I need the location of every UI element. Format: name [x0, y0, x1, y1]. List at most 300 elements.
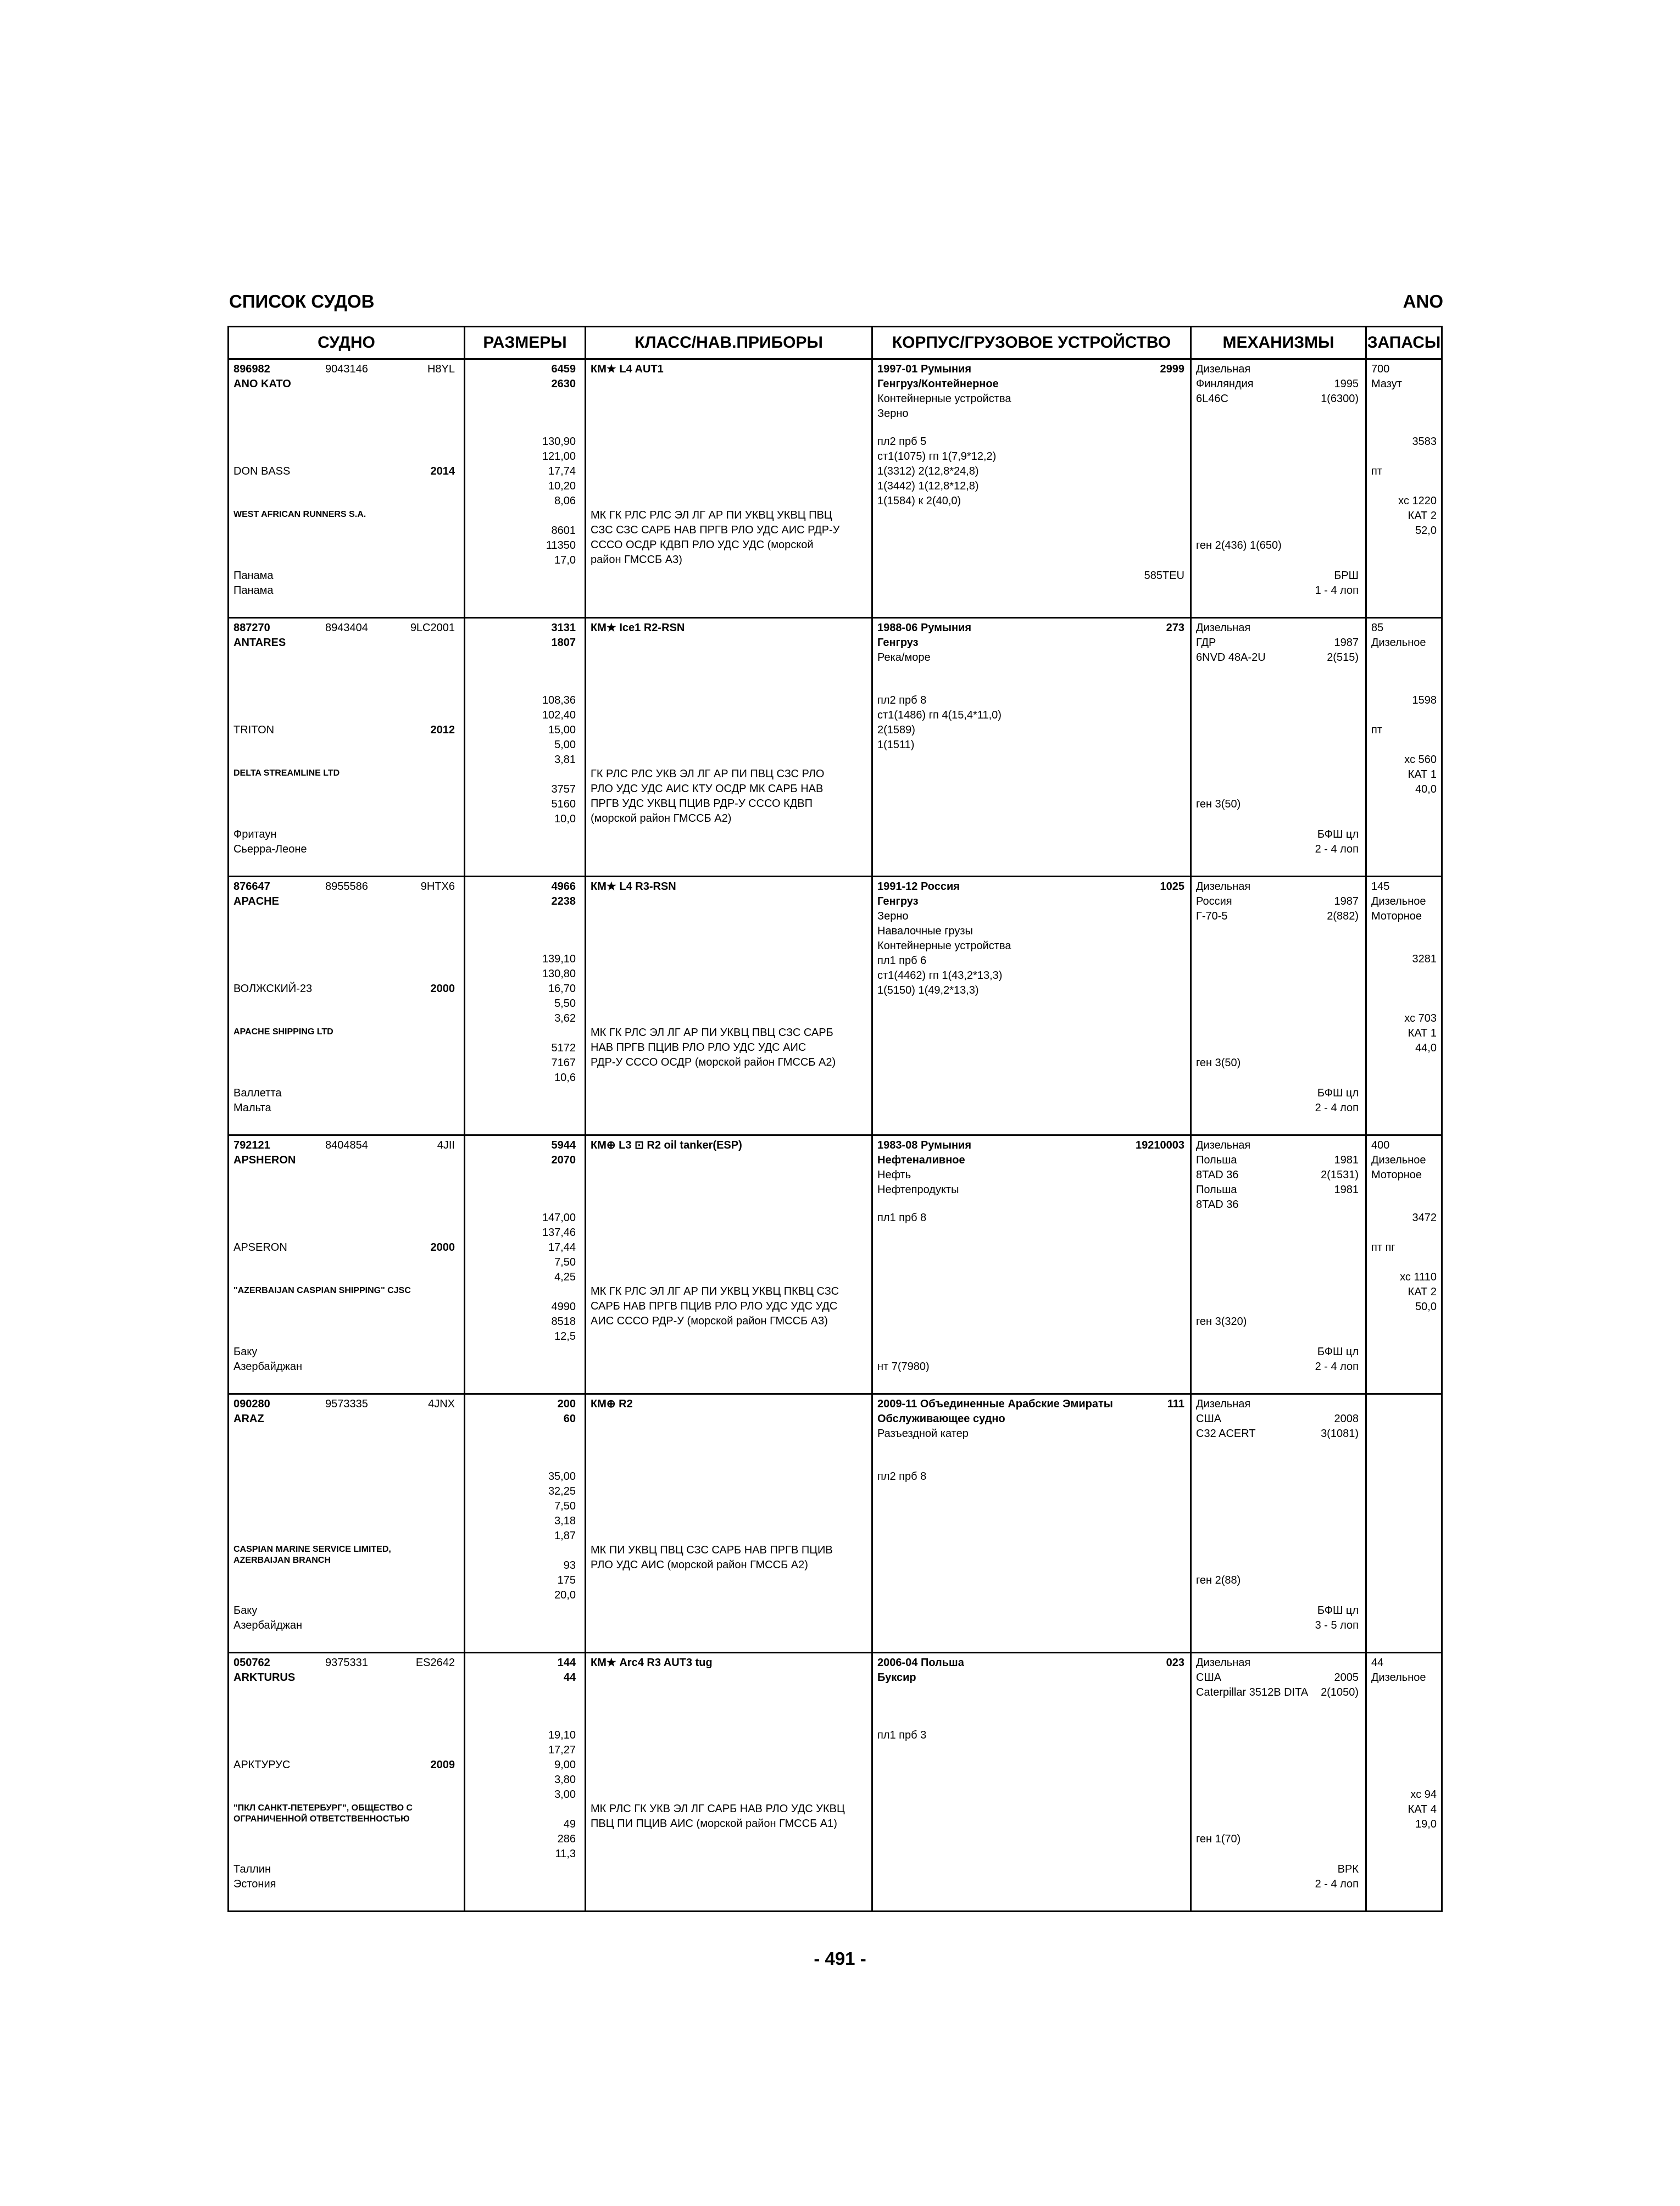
- dimensions-cell: [465, 877, 586, 1135]
- navigation-equipment-line: район ГМССБ А3): [591, 554, 682, 566]
- fuel-supply: Моторное: [1371, 910, 1422, 922]
- hold-info-line: ст1(1486) гп 4(15,4*11,0): [877, 709, 1002, 721]
- cargo-type: Разъездной катер: [877, 1428, 969, 1440]
- hold-info-line: 1(1511): [877, 739, 915, 751]
- dimension-value: 17,44: [548, 1241, 576, 1254]
- hull-yard-number: 1025: [1160, 881, 1184, 893]
- generator-info: ген 1(70): [1196, 1833, 1241, 1845]
- ship-cell: [229, 359, 465, 618]
- former-name-year: 2009: [430, 1759, 455, 1771]
- tonnage-value: 5944: [551, 1139, 576, 1151]
- port-of-registry: Таллин: [233, 1863, 271, 1875]
- hull-cell: [872, 359, 1191, 618]
- class-cell: [586, 1394, 872, 1653]
- tonnage-value: 1807: [551, 637, 576, 649]
- supplies-cell: [1366, 618, 1442, 877]
- build-year-country: 1991-12 Россия: [877, 881, 960, 893]
- tonnage-value: 2238: [551, 895, 576, 907]
- registry-number: 876647: [233, 881, 270, 893]
- navigation-equipment-line: (морской район ГМССБ А2): [591, 812, 732, 825]
- supplies-cell: [1366, 877, 1442, 1135]
- tonnage-value: 200: [557, 1398, 576, 1410]
- dimension-value: 3,00: [554, 1789, 576, 1801]
- container-capacity: 585TEU: [1144, 570, 1184, 582]
- hold-info-line: ст1(1075) гп 1(7,9*12,2): [877, 450, 997, 463]
- deadweight-value: 8601: [551, 525, 576, 537]
- former-name: АРКТУРУС: [233, 1759, 291, 1771]
- call-sign: ES2642: [415, 1657, 455, 1669]
- dimension-value: 32,25: [548, 1485, 576, 1497]
- dimension-value: 3,18: [554, 1515, 576, 1527]
- dimensions-cell: [465, 1135, 586, 1394]
- fuel-supply: Дизельное: [1371, 637, 1426, 649]
- call-sign: 4JII: [437, 1139, 455, 1151]
- navigation-equipment-line: ПВЦ ПИ ПЦИВ АИС (морской район ГМССБ А1): [591, 1818, 837, 1830]
- build-year-country: 1997-01 Румыния: [877, 363, 972, 375]
- cargo-type: Река/море: [877, 651, 931, 664]
- navigation-equipment-line: МК ГК РЛС ЭЛ ЛГ АР ПИ УКВЦ УКВЦ ПКВЦ СЗС: [591, 1285, 839, 1297]
- dimension-value: 108,36: [542, 694, 576, 706]
- deadweight-value: 93: [563, 1559, 576, 1572]
- propeller-type: БФШ цл: [1317, 828, 1359, 840]
- imo-number: 8404854: [325, 1139, 368, 1151]
- former-name-year: 2000: [430, 983, 455, 995]
- engine-detail: 6L46C: [1196, 393, 1228, 405]
- dimension-value: 102,40: [542, 709, 576, 721]
- shipowner: "ПКЛ САНКТ-ПЕТЕРБУРГ", ОБЩЕСТВО С ОГРАНИЧЕННОЙ ОТВЕТСТВЕННОСТЬЮ: [233, 1803, 413, 1824]
- deadweight-value: 175: [557, 1574, 576, 1586]
- hull-cell: [872, 618, 1191, 877]
- class-cell: [586, 1135, 872, 1394]
- fuel-capacity: 3281: [1412, 953, 1437, 965]
- fuel-supply: Дизельное: [1371, 895, 1426, 907]
- class-notation: КМ★ L4 AUT1: [591, 363, 664, 375]
- tonnage-value: 6459: [551, 363, 576, 375]
- engine-detail: C32 ACERT: [1196, 1428, 1256, 1440]
- engine-type: Дизельная: [1196, 622, 1251, 634]
- deadweight-value: 49: [563, 1818, 576, 1830]
- ship-record: [229, 359, 1442, 618]
- dimension-value: 10,20: [548, 480, 576, 492]
- cargo-type: Нефть: [877, 1169, 911, 1181]
- engine-detail-value: 1987: [1334, 895, 1359, 907]
- ship-type: Нефтеналивное: [877, 1154, 965, 1166]
- hull-yard-number: 2999: [1160, 363, 1184, 375]
- class-cell: [586, 618, 872, 877]
- deadweight-value: 5172: [551, 1042, 576, 1054]
- supplies-cell: [1366, 359, 1442, 618]
- imo-number: 9043146: [325, 363, 368, 375]
- shipowner: APACHE SHIPPING LTD: [233, 1027, 333, 1037]
- port-of-registry: Баку: [233, 1605, 258, 1617]
- generator-info: ген 3(320): [1196, 1316, 1247, 1328]
- hold-info-line: 2(1589): [877, 724, 915, 736]
- propeller-blades: 2 - 4 лоп: [1315, 1361, 1359, 1373]
- page-header-title: СПИСОК СУДОВ: [229, 291, 375, 311]
- ship-record: [229, 1394, 1442, 1653]
- navigation-equipment-line: МК ГК РЛС ЭЛ ЛГ АР ПИ УКВЦ ПВЦ СЗС САРБ: [591, 1027, 833, 1039]
- machinery-cell: [1191, 618, 1366, 877]
- engine-detail-value: 2(515): [1327, 651, 1359, 664]
- generator-info: ген 2(436) 1(650): [1196, 539, 1282, 552]
- build-year-country: 2006-04 Польша: [877, 1657, 964, 1669]
- engine-detail: Польша: [1196, 1184, 1237, 1196]
- port-of-registry: Валлетта: [233, 1087, 282, 1099]
- ship-type: Генгруз: [877, 637, 919, 649]
- supply-detail: хс 1110: [1400, 1271, 1437, 1283]
- registry-number: 792121: [233, 1139, 270, 1151]
- generator-info: ген 2(88): [1196, 1574, 1241, 1586]
- engine-detail-value: 2(1050): [1321, 1686, 1359, 1698]
- deadweight-value: 10,6: [554, 1072, 576, 1084]
- ship-record: [229, 618, 1442, 877]
- engine-type: Дизельная: [1196, 881, 1251, 893]
- supply-detail: КАТ 1: [1408, 768, 1437, 781]
- engine-detail: 8TAD 36: [1196, 1169, 1239, 1181]
- machinery-cell: [1191, 1394, 1366, 1653]
- dimension-value: 15,00: [548, 724, 576, 736]
- ship-record: [229, 877, 1442, 1135]
- propeller-blades: 1 - 4 лоп: [1315, 584, 1359, 597]
- engine-detail: США: [1196, 1672, 1222, 1684]
- dimension-value: 3,80: [554, 1774, 576, 1786]
- engine-detail-value: 2008: [1334, 1413, 1359, 1425]
- deadweight-value: 3757: [551, 783, 576, 795]
- engine-detail-value: 1987: [1334, 637, 1359, 649]
- former-name-year: 2014: [430, 465, 455, 477]
- dimension-value: 4,25: [554, 1271, 576, 1283]
- fuel-tank-type: пт: [1371, 724, 1382, 736]
- tonnage-value: 44: [563, 1672, 576, 1684]
- dimension-value: 139,10: [542, 953, 576, 965]
- ship-cell: [229, 1135, 465, 1394]
- fuel-supply: Дизельное: [1371, 1154, 1426, 1166]
- ship-cell: [229, 1653, 465, 1912]
- machinery-cell: [1191, 359, 1366, 618]
- engine-detail-value: 2(882): [1327, 910, 1359, 922]
- engine-detail: США: [1196, 1413, 1222, 1425]
- engine-detail: Финляндия: [1196, 378, 1254, 390]
- engine-type: Дизельная: [1196, 1657, 1251, 1669]
- hold-info-line: пл2 прб 5: [877, 436, 927, 448]
- fuel-supply: 700: [1371, 363, 1390, 375]
- dimension-value: 5,00: [554, 739, 576, 751]
- fuel-supply: 44: [1371, 1657, 1384, 1669]
- engine-detail: Г-70-5: [1196, 910, 1228, 922]
- engine-detail-value: 2005: [1334, 1672, 1359, 1684]
- machinery-cell: [1191, 1135, 1366, 1394]
- hold-info-line: 1(5150) 1(49,2*13,3): [877, 984, 979, 996]
- former-name: DON BASS: [233, 465, 291, 477]
- dimension-value: 7,50: [554, 1256, 576, 1268]
- supply-detail: хс 703: [1404, 1012, 1437, 1024]
- hull-yard-number: 111: [1167, 1398, 1184, 1410]
- build-year-country: 1983-08 Румыния: [877, 1139, 972, 1151]
- ship-type: Генгруз: [877, 895, 919, 907]
- navigation-equipment-line: МК ГК РЛС РЛС ЭЛ ЛГ АР ПИ УКВЦ УКВЦ ПВЦ: [591, 509, 832, 521]
- dimension-value: 3,62: [554, 1012, 576, 1024]
- navigation-equipment-line: МК РЛС ГК УКВ ЭЛ ЛГ САРБ НАВ РЛО УДС УКВЦ: [591, 1803, 845, 1815]
- ship-name: ANTARES: [233, 637, 286, 649]
- engine-type: Дизельная: [1196, 1398, 1251, 1410]
- port-of-registry: Баку: [233, 1346, 258, 1358]
- ship-record: [229, 1653, 1442, 1912]
- former-name-year: 2012: [430, 724, 455, 736]
- navigation-equipment-line: СССО ОСДР КДВП РЛО УДС УДС (морской: [591, 539, 814, 551]
- supply-detail: КАТ 2: [1408, 1286, 1437, 1298]
- engine-detail: Caterpillar 3512B DITA: [1196, 1686, 1309, 1698]
- shipowner: DELTA STREAMLINE LTD: [233, 768, 340, 778]
- machinery-cell: [1191, 877, 1366, 1135]
- dimension-value: 16,70: [548, 983, 576, 995]
- hull-cell: [872, 1135, 1191, 1394]
- deadweight-value: 286: [557, 1833, 576, 1845]
- class-notation: КМ★ Arc4 R3 AUT3 tug: [591, 1657, 713, 1669]
- dimension-value: 17,27: [548, 1744, 576, 1756]
- dimension-value: 35,00: [548, 1470, 576, 1483]
- dimension-value: 8,06: [554, 495, 576, 507]
- engine-detail-value: 1981: [1334, 1184, 1359, 1196]
- shipowner: CASPIAN MARINE SERVICE LIMITED, AZERBAIJAN BRANCH: [233, 1545, 391, 1565]
- build-year-country: 2009-11 Объединенные Арабские Эмираты: [877, 1398, 1113, 1410]
- dimension-value: 3,81: [554, 754, 576, 766]
- navigation-equipment-line: ГК РЛС РЛС УКВ ЭЛ ЛГ АР ПИ ПВЦ СЗС РЛО: [591, 768, 825, 780]
- supplies-cell: [1366, 1135, 1442, 1394]
- registry-number: 050762: [233, 1657, 270, 1669]
- imo-number: 9573335: [325, 1398, 368, 1410]
- fuel-capacity: 1598: [1412, 694, 1437, 706]
- supply-detail: КАТ 1: [1408, 1027, 1437, 1039]
- deadweight-value: 7167: [551, 1057, 576, 1069]
- dimension-value: 130,80: [542, 968, 576, 980]
- fuel-supply: Мазут: [1371, 378, 1402, 390]
- deadweight-value: 5160: [551, 798, 576, 810]
- registry-number: 896982: [233, 363, 270, 375]
- fuel-capacity: 3583: [1412, 436, 1437, 448]
- propeller-blades: 2 - 4 лоп: [1315, 1102, 1359, 1114]
- navigation-equipment-line: СЗС СЗС САРБ НАВ ПРГВ РЛО УДС АИС РДР-У: [591, 524, 840, 536]
- deadweight-value: 11350: [546, 539, 576, 552]
- engine-detail: 8TAD 36: [1196, 1199, 1239, 1211]
- propeller-type: БРШ: [1334, 570, 1359, 582]
- hold-info-line: ст1(4462) гп 1(43,2*13,3): [877, 970, 1003, 982]
- dimension-value: 147,00: [542, 1212, 576, 1224]
- column-header-class: КЛАСС/НАВ.ПРИБОРЫ: [586, 327, 872, 359]
- class-notation: КМ⊕ L3 ⊡ R2 oil tanker(ESP): [591, 1139, 742, 1151]
- dimensions-cell: [465, 1394, 586, 1653]
- column-header-dimensions: РАЗМЕРЫ: [465, 327, 586, 359]
- supply-detail: КАТ 2: [1408, 510, 1437, 522]
- ship-type: Буксир: [877, 1672, 916, 1684]
- hold-info-line: пл1 прб 6: [877, 955, 927, 967]
- propeller-blades: 2 - 4 лоп: [1315, 1878, 1359, 1890]
- fuel-supply: Моторное: [1371, 1169, 1422, 1181]
- propeller-type: ВРК: [1337, 1863, 1359, 1875]
- propeller-type: БФШ цл: [1317, 1346, 1359, 1358]
- column-header-machinery: МЕХАНИЗМЫ: [1191, 327, 1366, 359]
- propeller-blades: 2 - 4 лоп: [1315, 843, 1359, 855]
- deadweight-value: 12,5: [554, 1330, 576, 1342]
- flag-state: Азербайджан: [233, 1361, 303, 1373]
- engine-detail-value: 1995: [1334, 378, 1359, 390]
- class-notation: КМ⊕ R2: [591, 1398, 633, 1410]
- fuel-tank-type: пт пг: [1371, 1241, 1395, 1254]
- hull-yard-number: 023: [1166, 1657, 1184, 1669]
- navigation-equipment-line: АИС СССО РДР-У (морской район ГМССБ А3): [591, 1315, 828, 1327]
- ship-type: Обслуживающее судно: [877, 1413, 1005, 1425]
- deadweight-value: 11,3: [555, 1848, 576, 1860]
- shipowner: "AZERBAIJAN CASPIAN SHIPPING" CJSC: [233, 1286, 411, 1295]
- dimensions-cell: [465, 359, 586, 618]
- engine-detail-value: 1(6300): [1321, 393, 1359, 405]
- generator-info: ген 3(50): [1196, 1057, 1241, 1069]
- call-sign: H8YL: [427, 363, 455, 375]
- engine-detail-value: 2(1531): [1321, 1169, 1359, 1181]
- page-number: - 491 -: [814, 1948, 866, 1969]
- imo-number: 8943404: [325, 622, 368, 634]
- former-name: ВОЛЖСКИЙ-23: [233, 983, 313, 995]
- hold-info-line: пл1 прб 8: [877, 1212, 927, 1224]
- dimension-value: 5,50: [554, 998, 576, 1010]
- hold-info-line: пл1 прб 3: [877, 1729, 927, 1741]
- navigation-equipment-line: ПРГВ УДС УКВЦ ПЦИВ РДР-У СССО КДВП: [591, 798, 813, 810]
- deadweight-value: 20,0: [554, 1589, 576, 1601]
- ship-cell: [229, 618, 465, 877]
- class-notation: КМ★ Ice1 R2-RSN: [591, 622, 685, 634]
- navigation-equipment-line: РДР-У СССО ОСДР (морской район ГМССБ А2): [591, 1056, 836, 1068]
- supplies-cell: [1366, 1653, 1442, 1912]
- column-header-hull: КОРПУС/ГРУЗОВОЕ УСТРОЙСТВО: [872, 327, 1191, 359]
- class-cell: [586, 359, 872, 618]
- ship-name: APACHE: [233, 895, 279, 907]
- flag-state: Эстония: [233, 1878, 276, 1890]
- ship-cell: [229, 1394, 465, 1653]
- deadweight-value: 4990: [551, 1301, 576, 1313]
- hull-yard-number: 273: [1166, 622, 1184, 634]
- generator-info: ген 3(50): [1196, 798, 1241, 810]
- supply-detail: хс 560: [1404, 754, 1437, 766]
- engine-type: Дизельная: [1196, 363, 1251, 375]
- page-header-index: ANO: [1403, 291, 1443, 311]
- imo-number: 8955586: [325, 881, 368, 893]
- column-header-supplies: ЗАПАСЫ: [1366, 327, 1442, 359]
- tank-info: нт 7(7980): [877, 1361, 930, 1373]
- former-name: APSERON: [233, 1241, 287, 1254]
- cargo-type: Контейнерные устройства: [877, 940, 1011, 952]
- ship-cell: [229, 877, 465, 1135]
- engine-detail-value: 3(1081): [1321, 1428, 1359, 1440]
- dimension-value: 1,87: [554, 1530, 576, 1542]
- engine-detail-value: 1981: [1334, 1154, 1359, 1166]
- fuel-capacity: 3472: [1412, 1212, 1437, 1224]
- supply-detail: КАТ 4: [1408, 1803, 1437, 1815]
- ship-name: ARKTURUS: [233, 1672, 296, 1684]
- engine-detail: Польша: [1196, 1154, 1237, 1166]
- ship-name: ARAZ: [233, 1413, 264, 1425]
- dimensions-cell: [465, 618, 586, 877]
- hold-info-line: 1(1584) к 2(40,0): [877, 495, 961, 507]
- former-name: TRITON: [233, 724, 275, 736]
- former-name-year: 2000: [430, 1241, 455, 1254]
- flag-state: Панама: [233, 584, 274, 597]
- supply-detail: хс 1220: [1398, 495, 1437, 507]
- ship-register-table: [227, 326, 1443, 1912]
- cargo-type: Зерно: [877, 408, 909, 420]
- machinery-cell: [1191, 1653, 1366, 1912]
- supplies-cell: [1366, 1394, 1442, 1653]
- supply-detail: 44,0: [1415, 1042, 1437, 1054]
- supply-detail: 40,0: [1415, 783, 1437, 795]
- deadweight-value: 8518: [551, 1316, 576, 1328]
- engine-detail: 6NVD 48A-2U: [1196, 651, 1266, 664]
- hull-cell: [872, 1653, 1191, 1912]
- flag-state: Сьерра-Леоне: [233, 843, 307, 855]
- call-sign: 9HTX6: [420, 881, 455, 893]
- fuel-supply: 400: [1371, 1139, 1390, 1151]
- navigation-equipment-line: НАВ ПРГВ ПЦИВ РЛО РЛО УДС УДС АИС: [591, 1041, 806, 1054]
- hold-info-line: 1(3442) 1(12,8*12,8): [877, 480, 979, 492]
- hold-info-line: 1(3312) 2(12,8*24,8): [877, 465, 979, 477]
- tonnage-value: 2630: [551, 378, 576, 390]
- port-of-registry: Фритаун: [233, 828, 277, 840]
- dimension-value: 137,46: [542, 1227, 576, 1239]
- engine-detail: Россия: [1196, 895, 1232, 907]
- ship-name: ANO KATO: [233, 378, 291, 390]
- dimension-value: 19,10: [548, 1729, 576, 1741]
- fuel-supply: 85: [1371, 622, 1384, 634]
- navigation-equipment-line: МК ПИ УКВЦ ПВЦ СЗС САРБ НАВ ПРГВ ПЦИВ: [591, 1544, 833, 1556]
- dimension-value: 121,00: [542, 450, 576, 463]
- propeller-type: БФШ цл: [1317, 1087, 1359, 1099]
- dimension-value: 130,90: [542, 436, 576, 448]
- engine-type: Дизельная: [1196, 1139, 1251, 1151]
- propeller-blades: 3 - 5 лоп: [1315, 1619, 1359, 1631]
- supply-detail: 52,0: [1415, 525, 1437, 537]
- cargo-type: Зерно: [877, 910, 909, 922]
- navigation-equipment-line: РЛО УДС АИС (морской район ГМССБ А2): [591, 1559, 808, 1571]
- class-cell: [586, 1653, 872, 1912]
- deadweight-value: 17,0: [554, 554, 576, 566]
- propeller-type: БФШ цл: [1317, 1605, 1359, 1617]
- navigation-equipment-line: САРБ НАВ ПРГВ ПЦИВ РЛО РЛО УДС УДС УДС: [591, 1300, 838, 1312]
- dimension-value: 9,00: [554, 1759, 576, 1771]
- class-notation: КМ★ L4 R3-RSN: [591, 881, 676, 893]
- hold-info-line: пл2 прб 8: [877, 1470, 927, 1483]
- tonnage-value: 60: [563, 1413, 576, 1425]
- shipowner: WEST AFRICAN RUNNERS S.A.: [233, 510, 366, 519]
- cargo-type: Контейнерные устройства: [877, 393, 1011, 405]
- dimension-value: 7,50: [554, 1500, 576, 1512]
- supply-detail: хс 94: [1410, 1789, 1437, 1801]
- dimension-value: 17,74: [548, 465, 576, 477]
- table-header-row: [229, 327, 1442, 359]
- call-sign: 4JNX: [428, 1398, 455, 1410]
- imo-number: 9375331: [325, 1657, 368, 1669]
- ship-type: Генгруз/Контейнерное: [877, 378, 999, 390]
- tonnage-value: 2070: [551, 1154, 576, 1166]
- supply-detail: 19,0: [1415, 1818, 1437, 1830]
- fuel-supply: Дизельное: [1371, 1672, 1426, 1684]
- port-of-registry: Панама: [233, 570, 274, 582]
- hull-yard-number: 19210003: [1136, 1139, 1184, 1151]
- call-sign: 9LC2001: [410, 622, 455, 634]
- registry-number: 090280: [233, 1398, 270, 1410]
- tonnage-value: 3131: [551, 622, 576, 634]
- engine-detail: ГДР: [1196, 637, 1216, 649]
- hold-info-line: пл2 прб 8: [877, 694, 927, 706]
- fuel-supply: 145: [1371, 881, 1390, 893]
- ship-name: APSHERON: [233, 1154, 296, 1166]
